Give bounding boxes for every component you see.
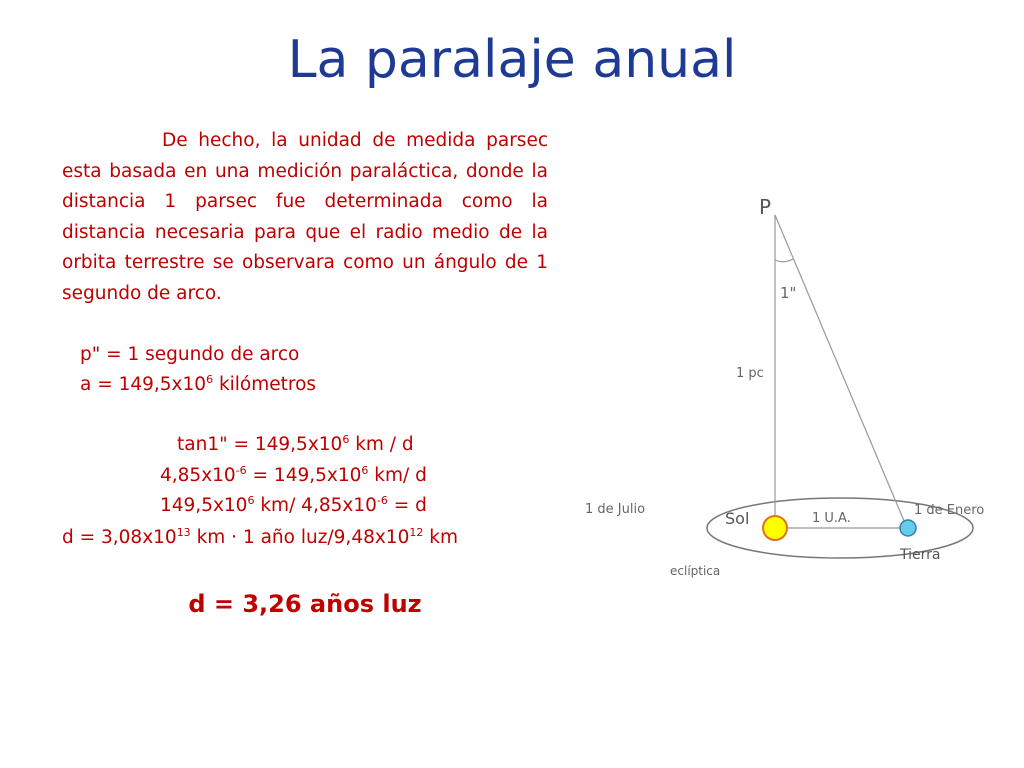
text-fragment: 13	[176, 526, 191, 539]
text-fragment: 12	[409, 526, 424, 539]
au-label: 1 U.A.	[812, 511, 851, 526]
equation-2	[160, 465, 427, 486]
sightline	[775, 215, 907, 528]
text-fragment: 149,5x10	[160, 495, 248, 516]
equation-1	[177, 434, 414, 455]
paragraph-text: De hecho, la unidad de medida parsec esta basada en una medición paraláctica, donde la distancia 1 parsec fue determinada como la distancia necesaria para que el radio medio de la orbita terrestre se observara como un ángulo de 1 segundo de arco.	[62, 130, 548, 304]
parallax-diagram	[570, 180, 1010, 590]
sun-label: Sol	[725, 509, 750, 528]
earth-label: Tierra	[900, 547, 941, 563]
july-label: 1 de Julio	[585, 502, 646, 517]
text-fragment: 6	[361, 464, 369, 477]
equation-3	[160, 495, 427, 516]
text-fragment: 4,85x10	[160, 465, 236, 486]
text-fragment: 6	[247, 494, 255, 507]
text-fragment: tan1" = 149,5x10	[177, 434, 343, 455]
january-label: 1 de Enero	[914, 503, 985, 518]
earth-icon	[900, 520, 916, 536]
sun-icon	[763, 516, 787, 540]
text-fragment: km	[423, 527, 458, 548]
text-fragment: kilómetros	[213, 374, 317, 395]
text-fragment: 6	[342, 433, 350, 446]
text-fragment: km / d	[349, 434, 414, 455]
text-fragment: km · 1 año luz/9,48x10	[190, 527, 410, 548]
text-fragment: -6	[235, 464, 247, 477]
point-p-label: P	[759, 195, 772, 219]
text-fragment: 6	[206, 373, 214, 386]
definition-parallax: p" = 1 segundo de arco	[80, 344, 300, 365]
text-fragment: = 149,5x10	[246, 465, 362, 486]
text-fragment: = d	[387, 495, 427, 516]
text-fragment: a = 149,5x10	[80, 374, 207, 395]
angle-arc	[775, 259, 793, 262]
text-fragment: km/ 4,85x10	[254, 495, 377, 516]
slide-title: La paralaje anual	[287, 30, 737, 90]
explanation-paragraph	[62, 126, 548, 310]
angle-label: 1"	[780, 284, 797, 302]
distance-label: 1 pc	[736, 366, 764, 381]
equation-4	[62, 527, 458, 548]
text-fragment: d = 3,08x10	[62, 527, 177, 548]
ecliptic-label: eclíptica	[670, 564, 721, 578]
definition-radius	[80, 374, 316, 395]
result-text: d = 3,26 años luz	[188, 590, 422, 618]
text-fragment: -6	[376, 494, 388, 507]
text-fragment: km/ d	[368, 465, 427, 486]
